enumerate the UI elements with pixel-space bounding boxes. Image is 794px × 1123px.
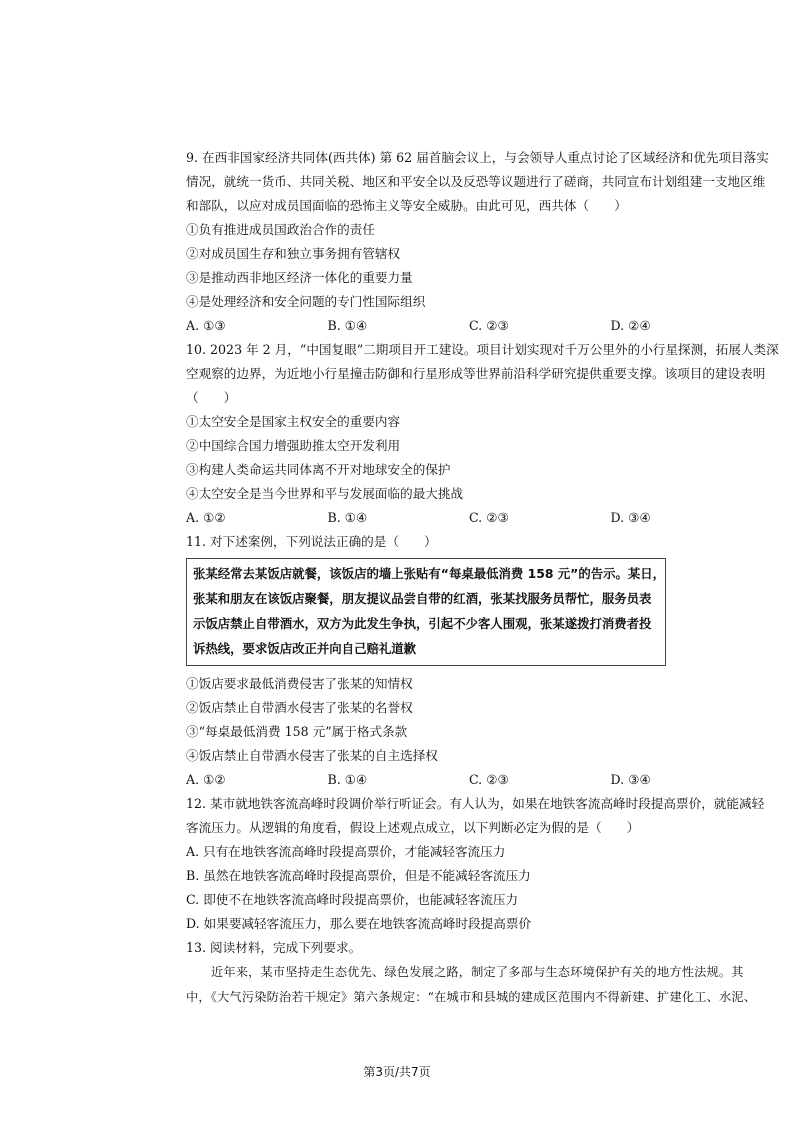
choice-c: C. ②③ (469, 510, 509, 525)
choice-a: A. ①③ (186, 318, 226, 333)
option-line: C. 即使不在地铁客流高峰时段提高票价，也能减轻客流压力 (186, 892, 519, 907)
choice-d: D. ③④ (610, 772, 651, 787)
page-footer: 第3页/共7页 (363, 1065, 431, 1079)
statement-item: ④太空安全是当今世界和平与发展面临的最大挑战 (186, 486, 464, 501)
statement-item: ①负有推进成员国政治合作的责任 (186, 222, 375, 237)
question-9 (186, 146, 769, 338)
choice-c: C. ②③ (469, 318, 509, 333)
choice-d: D. ③④ (610, 510, 651, 525)
case-text-line: 示饭店禁止自带酒水，双方为此发生争执，引起不少客人围观，张某遂拨打消费者投 (193, 616, 652, 631)
statement-item: ③构建人类命运共同体离不开对地球安全的保护 (186, 462, 451, 477)
option-line: B. 虽然在地铁客流高峰时段提高票价，但是不能减轻客流压力 (186, 868, 531, 883)
statement-item: ②对成员国生存和独立事务拥有管辖权 (186, 246, 401, 261)
choice-b: B. ①④ (327, 318, 368, 333)
choice-b: B. ①④ (327, 510, 368, 525)
choice-a: A. ①② (186, 510, 226, 525)
choice-a: A. ①② (186, 772, 226, 787)
statement-item: ③是推动西非地区经济一体化的重要力量 (186, 270, 413, 285)
choice-b: B. ①④ (327, 772, 368, 787)
material-paragraph-line: 中，《大气污染防治若干规定》第六条规定：“在城市和县城的建成区范围内不得新建、扩建化工、水泥、 (186, 990, 757, 1004)
question-13 (186, 936, 757, 1010)
question-stem-line: 空观察的边界，为近地小行星撞击防御和行星形成等世界前沿科学研究提供重要支撑。该项目的建设表明 (186, 366, 766, 381)
statement-item: ④饭店禁止自带酒水侵害了张某的自主选择权 (186, 748, 438, 763)
statement-item: ②中国综合国力增强助推太空开发利用 (186, 438, 401, 453)
statement-item: ②饭店禁止自带酒水侵害了张某的名誉权 (186, 700, 413, 715)
option-line: D. 如果要减轻客流压力，那么要在地铁客流高峰时段提高票价 (186, 916, 532, 931)
case-box (186, 558, 666, 666)
question-10 (186, 338, 779, 530)
question-stem-line: 10. 2023 年 2 月，“中国复眼”二期项目开工建设。项目计划实现对千万公里外的小行星探测，拓展人类深 (186, 342, 779, 357)
answer-choices (186, 314, 752, 338)
choice-d: D. ②④ (610, 318, 651, 333)
question-stem-line: （ ） (186, 390, 237, 405)
choice-c: C. ②③ (469, 772, 509, 787)
question-stem-line: 客流压力。从逻辑的角度看，假设上述观点成立，以下判断必定为假的是（ ） (186, 820, 640, 835)
case-text-line: 张某经常去某饭店就餐，该饭店的墙上张贴有“每桌最低消费 158 元”的告示。某日， (193, 566, 666, 581)
statement-item: ①太空安全是国家主权安全的重要内容 (186, 414, 401, 429)
page-content (186, 146, 779, 1010)
question-stem-line: 9. 在西非国家经济共同体(西共体) 第 62 届首脑会议上，与会领导人重点讨论了区域经济和优先项目落实 (186, 150, 769, 165)
question-stem-line: 13. 阅读材料，完成下列要求。 (186, 940, 362, 955)
case-text-line: 张某和朋友在该饭店聚餐，朋友提议品尝自带的红酒，张某找服务员帮忙，服务员表 (193, 591, 652, 606)
question-stem-line: 11. 对下述案例，下列说法正确的是（ ） (186, 534, 437, 549)
option-line: A. 只有在地铁客流高峰时段提高票价，才能减轻客流压力 (186, 844, 506, 859)
statement-item: ④是处理经济和安全问题的专门性国际组织 (186, 294, 426, 309)
answer-choices (186, 506, 752, 530)
material-paragraph-line: 近年来，某市坚持走生态优先、绿色发展之路，制定了多部与生态环境保护有关的地方性法规。其 (211, 965, 744, 979)
question-stem-line: 和部队，以应对成员国面临的恐怖主义等安全威胁。由此可见，西共体（ ） (186, 198, 627, 213)
question-stem-line: 情况，就统一货币、共同关税、地区和平安全以及反恐等议题进行了磋商，共同宣布计划组建一支地区维 (186, 174, 766, 189)
question-11 (186, 530, 752, 792)
statement-item: ③“每桌最低消费 158 元”属于格式条款 (186, 724, 408, 739)
case-text-line: 诉热线，要求饭店改正并向自己赔礼道歉 (193, 641, 417, 656)
question-12 (186, 792, 765, 936)
question-stem-line: 12. 某市就地铁客流高峰时段调价举行听证会。有人认为，如果在地铁客流高峰时段提高票价，就能减轻 (186, 796, 765, 811)
answer-choices (186, 768, 752, 792)
statement-item: ①饭店要求最低消费侵害了张某的知情权 (186, 676, 413, 691)
